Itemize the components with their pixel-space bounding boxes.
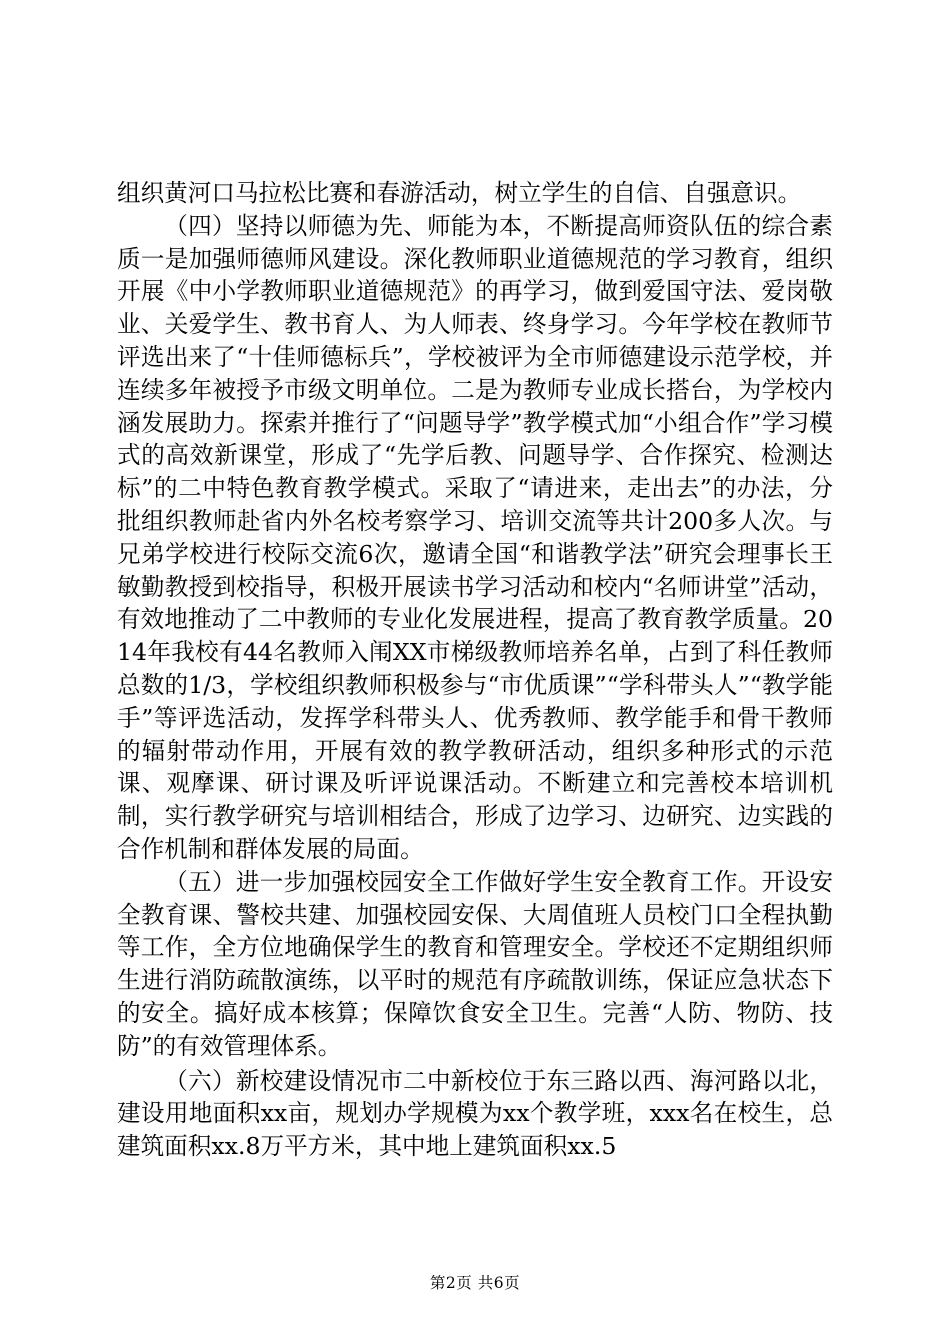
paragraph-section-4-teachers: （四）坚持以师德为先、师能为本，不断提高师资队伍的综合素质一是加强师德师风建设。深化教师职业道德规范的学习教育，组织开展《中小学教师职业道德规范》的再学习，做到爱国守法、爱岗敬业、关爱学生、教书育人、为人师表、终身学习。今年学校在教师节评选出来了“十佳师德标兵”，学校被评为全市师德建设示范学校，并连续多年被授予市级文明单位。二是为教师专业成长搭台，为学校内涵发展助力。探索并推行了“问题导学”教学模式加“小组合作”学习模式的高效新课堂，形成了“先学后教、问题导学、合作探究、检测达标”的二中特色教育教学模式。采取了“请进来，走出去”的办法，分批组织教师赴省内外名校考察学习、培训交流等共计200多人次。与兄弟学校进行校际交流6次，邀请全国“和谐教学法”研究会理事长王敏勤教授到校指导，积极开展读书学习活动和校内“名师讲堂”活动，有效地推动了二中教师的专业化发展进程，提高了教育教学质量。2014年我校有44名教师入闱XX市梯级教师培养名单，占到了科任教师总数的1/3，学校组织教师积极参与“市优质课”“学科带头人”“教学能手”等评选活动，发挥学科带头人、优秀教师、教学能手和骨干教师的辐射带动作用，开展有效的教学教研活动，组织多种形式的示范课、观摩课、研讨课及听评说课活动。不断建立和完善校本培训机制，实行教学研究与培训相结合，形成了边学习、边研究、边实践的合作机制和群体发展的局面。 [117, 211, 833, 863]
paragraph-continuation: 组织黄河口马拉松比赛和春游活动，树立学生的自信、自强意识。 [117, 179, 802, 207]
document-body [117, 177, 833, 1163]
page-footer: 第2页 共6页 [429, 1274, 521, 1292]
paragraph-section-5-safety: （五）进一步加强校园安全工作做好学生安全教育工作。开设安全教育课、警校共建、加强校园安保、大周值班人员校门口全程执勤等工作，全方位地确保学生的教育和管理安全。学校还不定期组织师生进行消防疏散演练，以平时的规范有序疏散训练，保证应急状态下的安全。搞好成本核算；保障饮食安全卫生。完善“人防、物防、技防”的有效管理体系。 [117, 867, 833, 1060]
paragraph-section-6-new-campus: （六）新校建设情况市二中新校位于东三路以西、海河路以北，建设用地面积xx亩，规划办学规模为xx个教学班，xxx名在校生，总建筑面积xx.8万平方米，其中地上建筑面积xx.5 [117, 1066, 833, 1161]
